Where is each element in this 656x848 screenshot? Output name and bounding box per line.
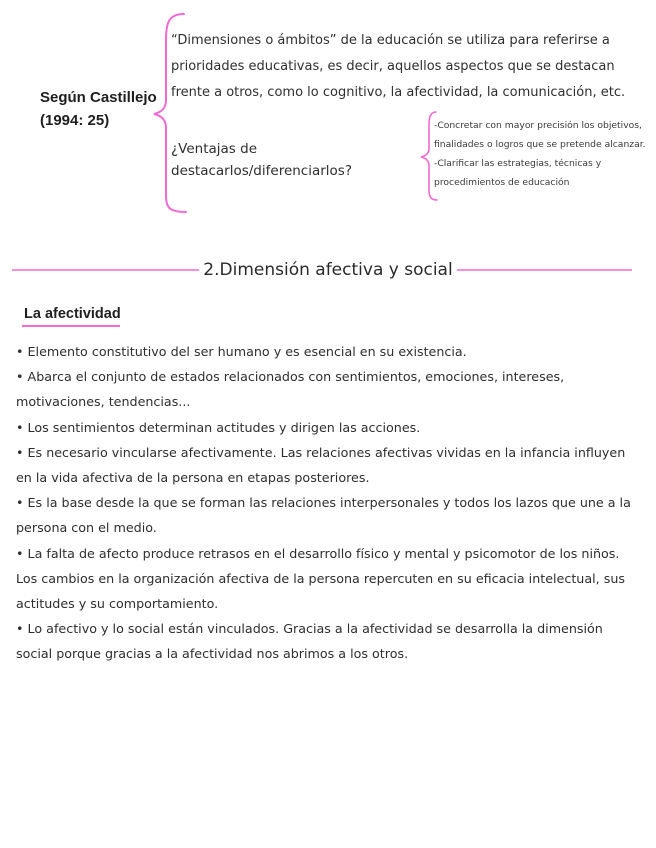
- bullet-item: • Es la base desde la que se forman las relaciones interpersonales y todos los lazos que une a la persona con el medio.: [16, 490, 640, 540]
- author-citation: (1994: 25): [40, 112, 110, 129]
- advantages-list: [434, 116, 649, 192]
- advantages-question: ¿Ventajas de destacarlos/diferenciarlos?: [171, 141, 353, 179]
- bullet-item: • La falta de afecto produce retrasos en el desarrollo físico y mental y psicomotor de los niños. Los cambios en la organización afectiva de la persona repercuten en su eficacia intelectual, sus actitudes y su comportamiento.: [16, 541, 640, 617]
- definition-text: “Dimensiones o ámbitos” de la educación se utiliza para referirse a prioridades educativas, es decir, aquellos aspectos que se destacan frente a otros, como lo cognitivo, la afectividad, la comunicación, etc.: [171, 33, 626, 100]
- bullet-list: [16, 339, 640, 667]
- section-heading: [0, 256, 656, 284]
- advantage-item: -Concretar con mayor precisión los objetivos, finalidades o logros que se pretende alcanzar.: [434, 120, 646, 150]
- bullet-item: • Abarca el conjunto de estados relacionados con sentimientos, emociones, intereses, motivaciones, tendencias...: [16, 364, 640, 414]
- section-title-text: 2.Dimensión afectiva y social: [199, 260, 456, 280]
- bullet-item: • Lo afectivo y lo social están vinculados. Gracias a la afectividad se desarrolla la dimensión social porque gracias a la afectividad nos abrimos a los otros.: [16, 616, 640, 666]
- bullet-item: • Los sentimientos determinan actitudes y dirigen las acciones.: [16, 415, 640, 440]
- bullet-item: • Es necesario vincularse afectivamente. Las relaciones afectivas vividas en la infancia influyen en la vida afectiva de la persona en etapas posteriores.: [16, 440, 640, 490]
- bullet-item: • Elemento constitutivo del ser humano y es esencial en su existencia.: [16, 339, 640, 364]
- subheading-underline: [22, 325, 120, 327]
- subheading: La afectividad: [24, 306, 121, 322]
- author-block: [40, 86, 160, 132]
- author-name: Según Castillejo: [40, 89, 157, 106]
- advantage-item: -Clarificar las estrategias, técnicas y procedimientos de educación: [434, 158, 602, 188]
